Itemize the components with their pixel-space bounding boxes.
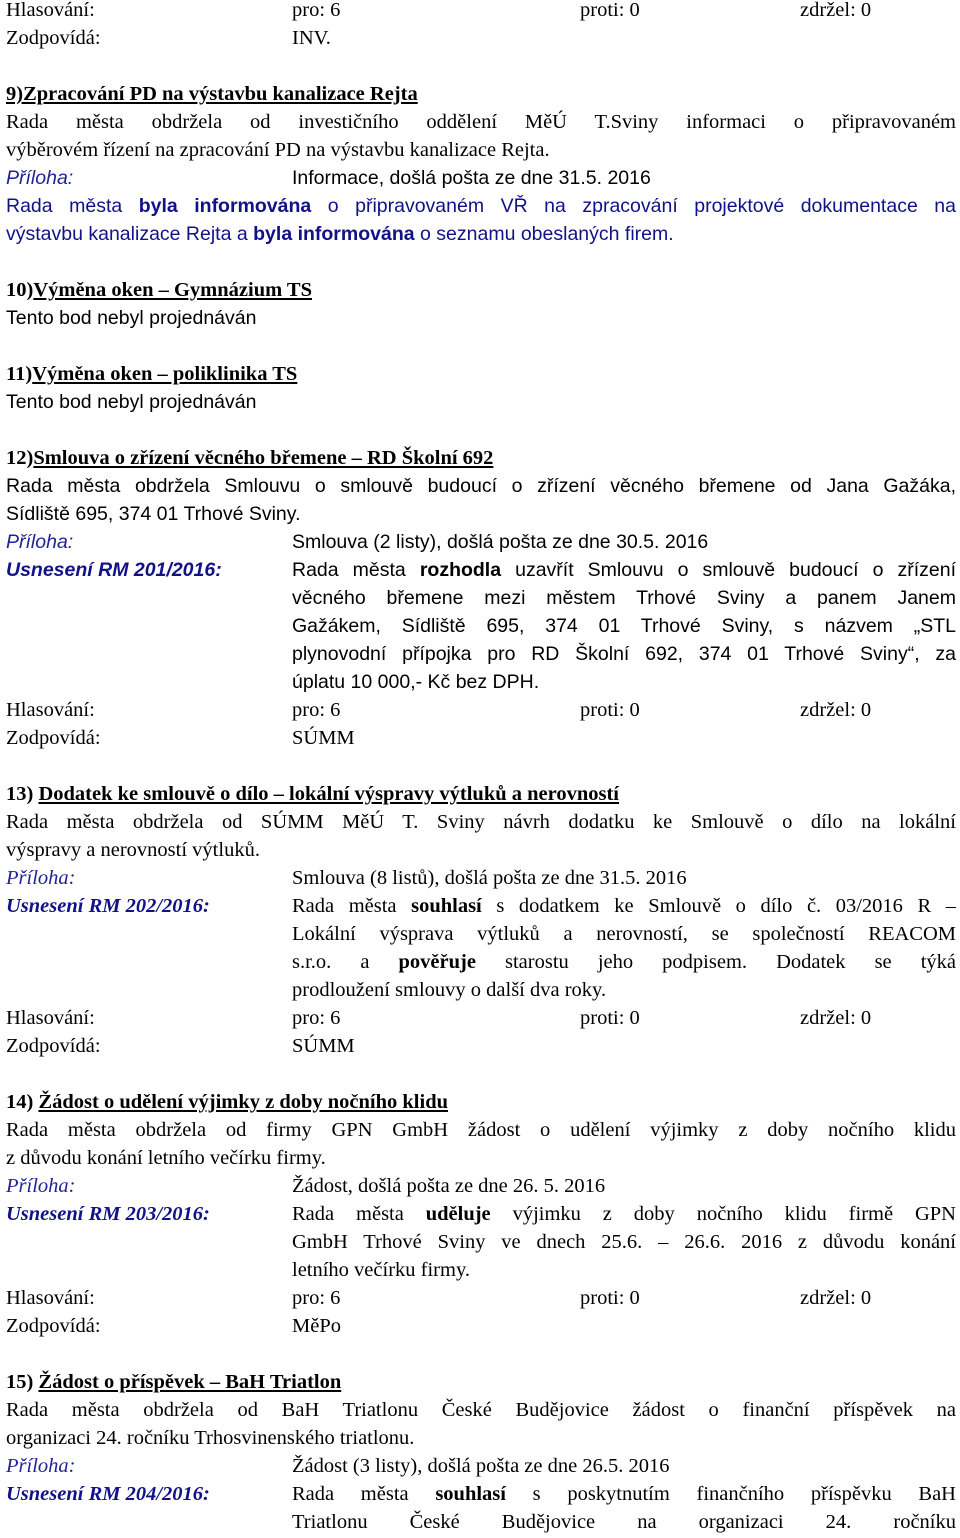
section-11-heading: 11)Výměna oken – poliklinika TS <box>6 363 298 385</box>
zdrzel-label: zdržel: <box>800 0 856 21</box>
resolution-203: Usnesení RM 203/2016: Rada města uděluje výjimku z doby nočního klidu firmě GPN GmbH Trhové Sviny ve dnech 25.6. – 26.6. 2016 z důvodu konání letního večírku firmy. <box>6 1200 956 1284</box>
vote-row-201: Hlasování: pro: 6 proti: 0 zdržel: 0 <box>6 699 872 721</box>
responsible-row-202: Zodpovídá: SÚMM <box>6 1035 355 1057</box>
proti-label: proti: <box>580 0 625 21</box>
section-13-heading: 13) Dodatek ke smlouvě o dílo – lokální výspravy výtluků a nerovností <box>6 783 619 805</box>
section-14-text-1: Rada města obdržela od firmy GPN GmbH žádost o udělení výjimky z doby nočního klidu <box>6 1119 956 1141</box>
pro-label: pro: <box>292 0 326 21</box>
responsible-row-top <box>6 24 956 52</box>
section-12-attachment: Příloha: Smlouva (2 listy), došlá pošta ze dne 30.5. 2016 <box>6 531 709 553</box>
vote-row-202: Hlasování: pro: 6 proti: 0 zdržel: 0 <box>6 1007 872 1029</box>
pro-count: 6 <box>330 0 341 21</box>
document-page <box>6 0 956 1536</box>
section-9-result-2: výstavbu kanalizace Rejta a byla informována o seznamu obeslaných firem. <box>6 223 674 245</box>
section-10-heading: 10)Výměna oken – Gymnázium TS <box>6 279 313 301</box>
resolution-201: Usnesení RM 201/2016: Rada města rozhodla uzavřít Smlouvu o smlouvě budoucí o zřízení věcného břemene mezi městem Trhové Sviny a panem Janem Gažákem, Sídliště 695, 374 01 Trhové Sviny, s názvem „STL plynovodní přípojka pro RD Školní 692, 374 01 Trhové Sviny“, za úplatu 10 000,- Kč bez DPH. <box>6 556 956 696</box>
proti-count: 0 <box>629 0 640 21</box>
resolution-202: Usnesení RM 202/2016: Rada města souhlasí s dodatkem ke Smlouvě o dílo č. 03/2016 R – Lokální výsprava výtluků a nerovností, se společností REACOM s.r.o. a pověřuje starostu jeho podpisem. Dodatek se týká prodloužení smlouvy o další dva roky. <box>6 892 956 1004</box>
responsible-value: INV. <box>292 27 331 49</box>
resolution-204: Usnesení RM 204/2016: Rada města souhlasí s poskytnutím finančního příspěvku BaH Triatlonu České Budějovice na organizaci 24. ročníku <box>6 1480 956 1536</box>
section-15-heading: 15) Žádost o příspěvek – BaH Triatlon <box>6 1371 342 1393</box>
resolution-label: Usnesení RM 201/2016: <box>6 559 222 581</box>
section-14-text-2: z důvodu konání letního večírku firmy. <box>6 1147 326 1169</box>
responsible-row-201: Zodpovídá: SÚMM <box>6 727 355 749</box>
section-9-text-1: Rada města obdržela od investičního oddělení MěÚ T.Sviny informaci o připravovaném <box>6 111 956 133</box>
section-13-text-2: výspravy a nerovností výtluků. <box>6 839 260 861</box>
section-14-attachment: Příloha: Žádost, došlá pošta ze dne 26. 5. 2016 <box>6 1175 606 1197</box>
section-12-heading: 12)Smlouva o zřízení věcného břemene – RD Školní 692 <box>6 447 494 469</box>
section-12-text-2: Sídliště 695, 374 01 Trhové Sviny. <box>6 503 301 525</box>
section-9-heading: 9)Zpracování PD na výstavbu kanalizace Rejta <box>6 83 418 105</box>
section-15-attachment: Příloha: Žádost (3 listy), došlá pošta ze dne 26.5. 2016 <box>6 1455 670 1477</box>
responsible-label: Zodpovídá: <box>6 27 101 49</box>
section-15-text-1: Rada města obdržela od BaH Triatlonu České Budějovice žádost o finanční příspěvek na <box>6 1399 956 1421</box>
resolution-label: Usnesení RM 204/2016: <box>6 1483 210 1505</box>
resolution-label: Usnesení RM 202/2016: <box>6 895 210 917</box>
vote-row-top <box>6 0 956 24</box>
section-13-text-1: Rada města obdržela od SÚMM MěÚ T. Sviny návrh dodatku ke Smlouvě o dílo na lokální <box>6 811 956 833</box>
section-9-text-2: výběrovém řízení na zpracování PD na výstavbu kanalizace Rejta. <box>6 139 550 161</box>
section-10-note: Tento bod nebyl projednáván <box>6 307 257 329</box>
vote-label: Hlasování: <box>6 0 95 21</box>
section-11-note: Tento bod nebyl projednáván <box>6 391 257 413</box>
section-14-heading: 14) Žádost o udělení výjimky z doby nočního klidu <box>6 1091 448 1113</box>
section-12-text-1: Rada města obdržela Smlouvu o smlouvě budoucí o zřízení věcného břemene od Jana Gažáka, <box>6 475 956 497</box>
section-9-result-1: Rada města byla informována o připravovaném VŘ na zpracování projektové dokumentace na <box>6 195 956 217</box>
section-9-attachment: Příloha: Informace, došlá pošta ze dne 31.5. 2016 <box>6 167 651 189</box>
section-15-text-2: organizaci 24. ročníku Trhosvinenského triatlonu. <box>6 1427 415 1449</box>
responsible-row-203: Zodpovídá: MěPo <box>6 1315 341 1337</box>
vote-row-203: Hlasování: pro: 6 proti: 0 zdržel: 0 <box>6 1287 872 1309</box>
zdrzel-count: 0 <box>860 0 872 21</box>
resolution-label: Usnesení RM 203/2016: <box>6 1203 210 1225</box>
section-13-attachment: Příloha: Smlouva (8 listů), došlá pošta ze dne 31.5. 2016 <box>6 867 687 889</box>
